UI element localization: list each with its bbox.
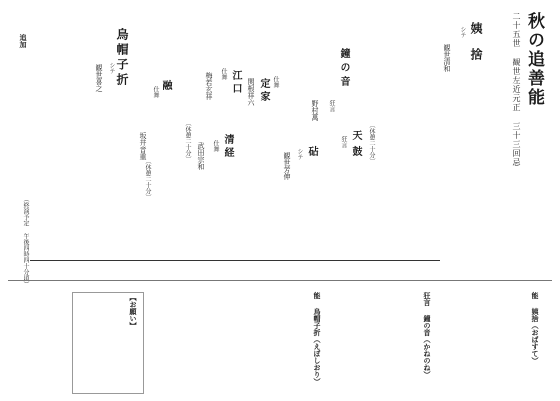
page-subtitle: 二十五世 観世左近元正 三十三回忌 [512,12,521,167]
break-label: 〔休憩二十分〕 [184,120,191,162]
break-label: 〔休憩二十分〕 [144,158,151,200]
program-role-kanenone: 狂言 [328,100,335,112]
program-title-obasute: 姨捨 [469,22,483,74]
program-performer-obasute: 観世清和 [443,44,451,72]
program-role-eguchi: 仕舞 [220,68,227,80]
program-role-eboshiori: シテ [108,62,115,74]
program-role-toru: 仕舞 [152,86,159,98]
section-heading-kanenone: 狂言 鐘の音（かねのね） [423,292,432,378]
program-title-kinuta: 砧 [306,146,317,156]
program-title-toru: 融 [160,80,171,90]
program-role-kinuta: シテ [296,148,303,160]
program-title-eguchi: 江口 [230,70,241,96]
program-title-eboshiori: 烏帽子折 [115,28,129,88]
section-divider [8,280,552,281]
program-role-tenko: 狂言 [340,136,347,148]
program-underline [30,260,440,261]
side-label: 追加 [19,34,28,48]
program-title-kanenone: 鐘の音 [338,48,349,90]
notice-box [72,292,144,394]
section-heading-eboshiori: 能 烏帽子折（えぼしおり） [313,292,322,385]
program-performer-kiyotsune: 武田宗和 [197,142,205,170]
program-role-kiyotsune: 仕舞 [212,140,219,152]
program-performer-eboshiori: 観世喜之 [95,64,103,92]
page-title: 秋の追善能 [524,12,544,107]
program-performer-kanenone: 野村萬 [311,100,319,121]
program-title-tenko: 天鼓 [350,130,361,162]
program-performer-kinuta: 観世芳伸 [283,152,291,180]
end-time-note: （終演予定 午後四時四十分頃） [22,196,29,287]
program-title-kiyotsune: 清経 [222,134,233,160]
program-title-teika: 定家 [258,78,269,104]
section-heading-obasute: 能 姨捨（おばすて） [531,292,540,364]
program-performer-eguchi: 梅若玄祥 [205,72,213,100]
program-role-obasute: シテ [459,26,466,38]
notice-heading: 【お願い】 [129,294,138,329]
program-performer-toru: 坂井音重 [139,132,147,160]
program-performer-teika: 関根祥六 [247,78,255,106]
program-role-teika: 仕舞 [272,76,279,88]
break-label: 〔休憩二十分〕 [368,122,375,164]
